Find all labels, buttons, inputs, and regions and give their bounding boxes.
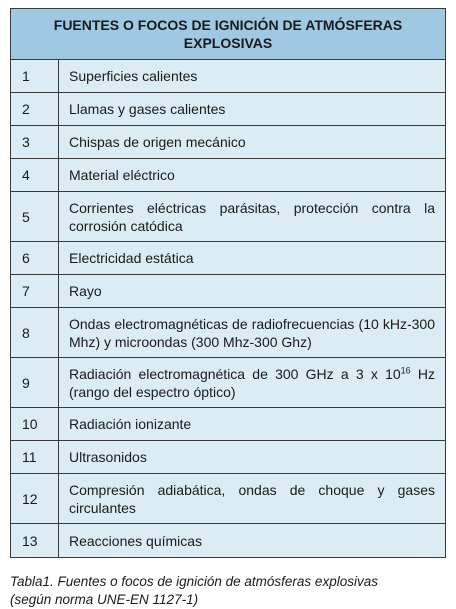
row-number: 12: [11, 474, 59, 523]
row-text: Radiación electromagnética de 300 GHz a 3 x $10^{16}$ Hz (rango del espectro óptico): [69, 364, 435, 400]
row-text: Chispas de origen mecánico: [69, 134, 246, 150]
row-text: Reacciones químicas: [69, 532, 203, 549]
table-row: [11, 126, 445, 159]
table-row: [11, 275, 445, 308]
row-text: Llamas y gases calientes: [69, 101, 226, 117]
row-number: 11: [11, 441, 59, 473]
row-number: 13: [11, 524, 59, 557]
row-number: 3: [11, 126, 59, 158]
row-text: Corrientes eléctricas parásitas, protección contra la corrosión catódica: [69, 199, 435, 234]
row-text: Ultrasonidos: [69, 449, 147, 465]
row-number: 4: [11, 159, 59, 191]
ignition-sources-table: [10, 8, 446, 558]
table-row: [11, 441, 445, 474]
row-text: Compresión adiabática, ondas de choque y gases circulantes: [69, 481, 435, 516]
table-row: [11, 474, 445, 524]
caption-line1: Tabla1. Fuentes o focos de ignición de atmósferas explosivas: [10, 574, 378, 589]
exponent: 16: [400, 364, 411, 375]
table-title: [11, 9, 445, 60]
table-row: [11, 358, 445, 408]
table-title-line1: FUENTES O FOCOS DE IGNICIÓN DE ATMÓSFERAS: [53, 17, 403, 33]
row-number: 6: [11, 242, 59, 274]
row-text: Material eléctrico: [69, 167, 175, 183]
table-row: [11, 308, 445, 358]
table-title-line2: EXPLOSIVAS: [183, 35, 273, 51]
table-row: [11, 242, 445, 275]
row-number: 9: [11, 358, 59, 407]
row-number: 8: [11, 308, 59, 357]
row-number: 10: [11, 408, 59, 440]
row-number: 7: [11, 275, 59, 307]
caption-line2: (según norma UNE-EN 1127-1): [10, 592, 199, 607]
row-number: 2: [11, 93, 59, 125]
table-caption: [10, 573, 450, 609]
row-text: Superficies calientes: [69, 68, 198, 84]
row-text: Rayo: [69, 283, 102, 299]
table-row: [11, 93, 445, 126]
table-row: [11, 408, 445, 441]
row-text: Radiación ionizante: [69, 416, 192, 432]
row-text: Ondas electromagnéticas de radiofrecuencias (10 kHz-300 Mhz) y microondas (300 Mhz-300 Ghz): [69, 315, 435, 350]
table-row: [11, 60, 445, 93]
row-number: 1: [11, 60, 59, 92]
table-row: [11, 192, 445, 242]
row-text: Electricidad estática: [69, 250, 194, 266]
row-number: 5: [11, 192, 59, 241]
table-row: [11, 524, 445, 557]
table-row: [11, 159, 445, 192]
